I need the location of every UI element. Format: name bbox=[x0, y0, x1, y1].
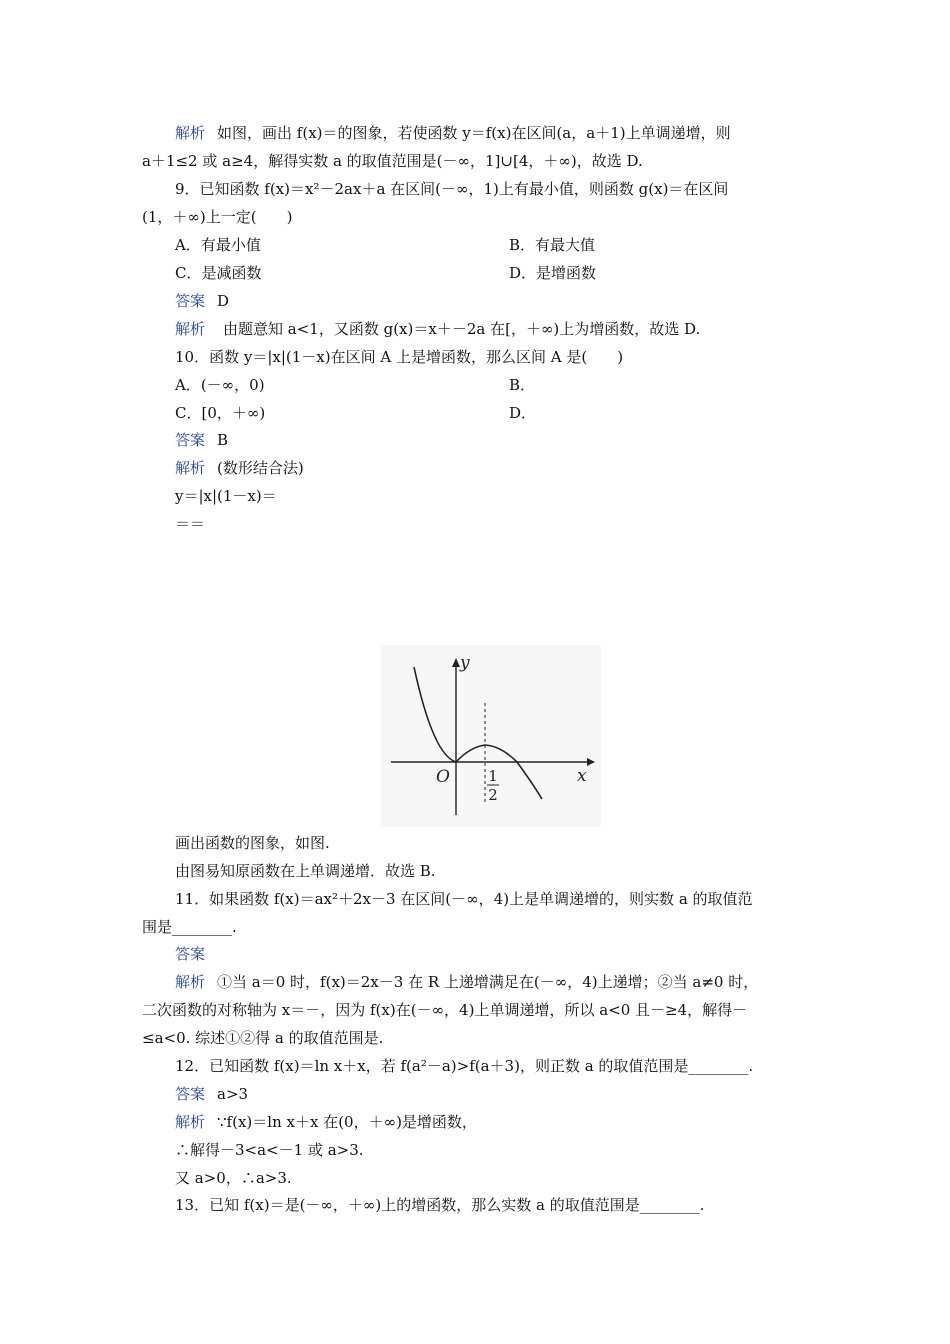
text-line: ≤a<0. 综述①②得 a 的取值范围是. bbox=[142, 1029, 384, 1047]
question-10: 10．函数 y＝|x|(1－x)在区间 A 上是增函数，那么区间 A 是( ) bbox=[175, 348, 624, 366]
option-a: A．(－∞，0) bbox=[175, 376, 265, 394]
question-9: 9．已知函数 f(x)＝x²－2ax＋a 在区间(－∞，1)上有最小值，则函数 g(x)＝在区间 bbox=[175, 180, 729, 198]
analysis-line bbox=[175, 1112, 477, 1132]
question-9-cont: (1，＋∞)上一定( ) bbox=[142, 208, 293, 226]
answer-line bbox=[175, 291, 229, 311]
function-graph bbox=[381, 645, 601, 827]
answer-line bbox=[175, 1084, 248, 1104]
answer-line bbox=[175, 944, 217, 964]
question-13: 13．已知 f(x)＝是(－∞，＋∞)上的增函数，那么实数 a 的取值范围是________. bbox=[175, 1196, 705, 1214]
y-label: y bbox=[460, 653, 470, 673]
equation-line: ＝＝ bbox=[175, 515, 206, 533]
answer-label: 答案 bbox=[175, 1085, 206, 1103]
analysis-line bbox=[175, 319, 700, 339]
answer-label: 答案 bbox=[175, 292, 206, 310]
analysis-line bbox=[175, 972, 758, 992]
answer-value: D bbox=[217, 292, 230, 310]
question-11: 11．如果函数 f(x)＝ax²＋2x－3 在区间(－∞，4)上是单调递增的，则实数 a 的取值范 bbox=[175, 890, 753, 908]
analysis-label: 解析 bbox=[175, 973, 206, 991]
answer-value: a>3 bbox=[217, 1085, 249, 1103]
analysis-label: 解析 bbox=[175, 320, 206, 338]
analysis-line bbox=[175, 123, 731, 143]
analysis-text: ∵f(x)＝ln x＋x 在(0，＋∞)是增函数， bbox=[217, 1113, 477, 1131]
option-c: C．[0，＋∞) bbox=[175, 404, 266, 422]
text-line: 由图易知原函数在上单调递增．故选 B. bbox=[175, 862, 436, 880]
answer-line bbox=[175, 430, 228, 450]
equation-line: y＝|x|(1－x)＝ bbox=[175, 487, 277, 505]
option-a: A．有最小值 bbox=[175, 236, 261, 254]
option-b: B． bbox=[509, 376, 536, 394]
text-line: 二次函数的对称轴为 x＝－，因为 f(x)在(－∞，4)上单调递增，所以 a<0 且－≥4，解得－ bbox=[142, 1001, 748, 1019]
option-d: D． bbox=[509, 404, 537, 422]
origin-label: O bbox=[436, 767, 450, 787]
answer-value: B bbox=[217, 431, 229, 449]
text-line: ∴解得－3<a<－1 或 a>3. bbox=[175, 1141, 364, 1159]
option-b: B．有最大值 bbox=[509, 236, 596, 254]
text-line: 画出函数的图象，如图. bbox=[175, 834, 330, 852]
analysis-line bbox=[175, 458, 304, 478]
analysis-label: 解析 bbox=[175, 124, 206, 142]
x-label: x bbox=[577, 766, 587, 786]
tick-denominator: 2 bbox=[488, 786, 498, 804]
graph-svg bbox=[381, 645, 601, 827]
analysis-text: 如图，画出 f(x)＝的图象，若使函数 y＝f(x)在区间(a，a＋1)上单调递增，则 bbox=[217, 124, 731, 142]
question-11-cont: 围是________. bbox=[142, 918, 237, 936]
analysis-label: 解析 bbox=[175, 459, 206, 477]
option-c: C．是减函数 bbox=[175, 264, 262, 282]
text-line: a＋1≤2 或 a≥4，解得实数 a 的取值范围是(－∞，1]∪[4，＋∞)，故选 D. bbox=[142, 152, 643, 170]
analysis-text: (数形结合法) bbox=[217, 459, 304, 477]
answer-label: 答案 bbox=[175, 431, 206, 449]
analysis-label: 解析 bbox=[175, 1113, 206, 1131]
analysis-text: ①当 a＝0 时，f(x)＝2x－3 在 R 上递增满足在(－∞，4)上递增；②当 a≠0 时， bbox=[217, 973, 759, 991]
answer-label: 答案 bbox=[175, 945, 206, 963]
text-line: 又 a>0，∴a>3. bbox=[175, 1169, 292, 1187]
option-d: D．是增函数 bbox=[509, 264, 597, 282]
analysis-text: 由题意知 a<1，又函数 g(x)＝x＋－2a 在[，＋∞)上为增函数，故选 D. bbox=[223, 320, 701, 338]
tick-numerator: 1 bbox=[488, 767, 498, 785]
question-12: 12．已知函数 f(x)＝ln x＋x，若 f(a²－a)>f(a＋3)，则正数 a 的取值范围是________. bbox=[175, 1057, 754, 1075]
